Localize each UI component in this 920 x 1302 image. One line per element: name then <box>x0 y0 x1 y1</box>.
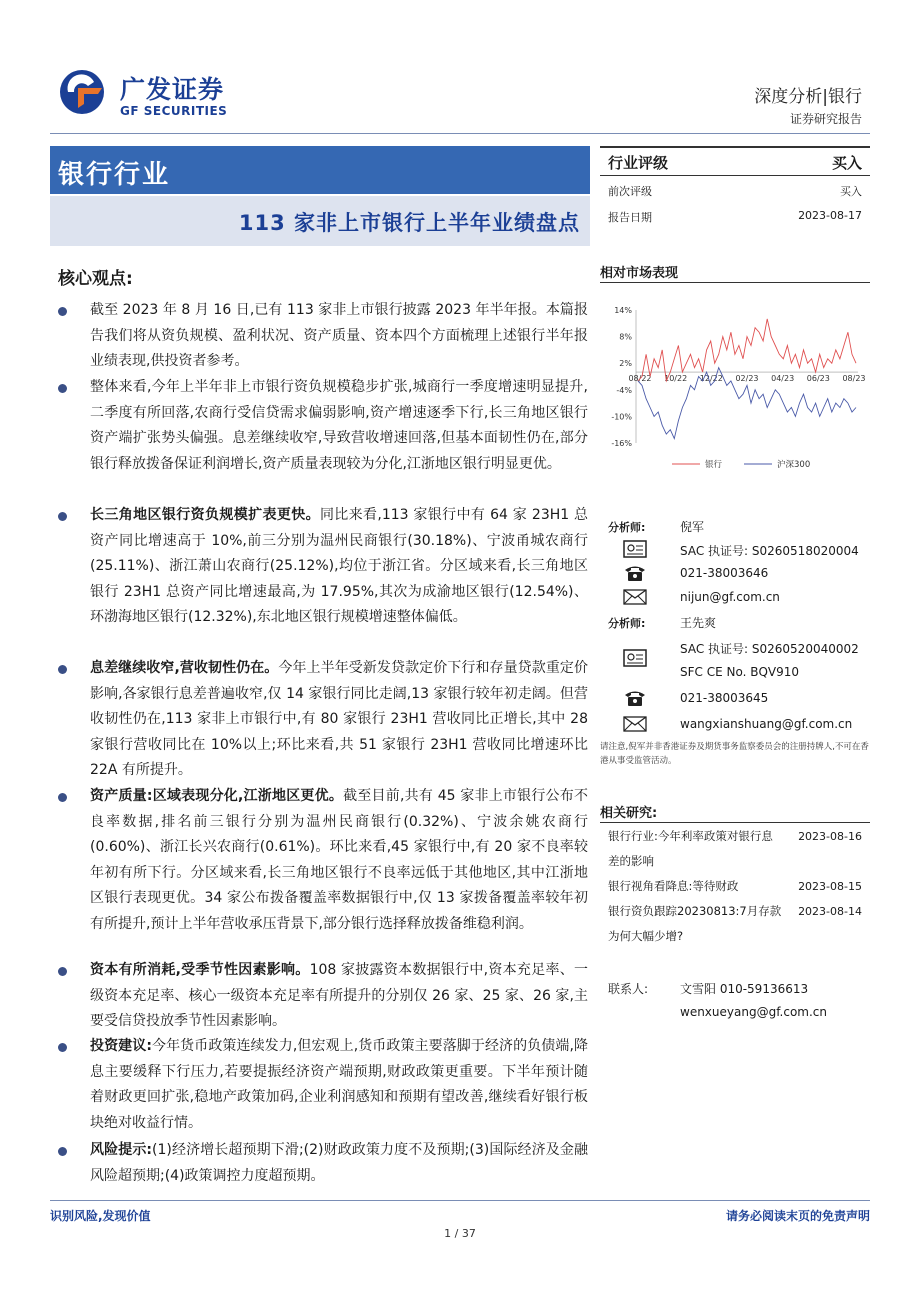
analyst-phone: 021-38003646 <box>680 566 769 580</box>
industry-banner <box>50 146 590 194</box>
page-header <box>50 62 870 132</box>
bullet-dot <box>58 967 67 976</box>
analyst-role: 分析师: <box>608 521 646 534</box>
bullet-dot <box>58 1043 67 1052</box>
x-tick-label: 06/23 <box>806 374 830 384</box>
headline-banner <box>50 196 590 246</box>
x-tick-label: 12/22 <box>699 374 723 384</box>
report-type: 深度分析|银行 <box>754 87 862 107</box>
analyst-name: 倪军 <box>680 520 705 534</box>
report-headline: 113 家非上市银行上半年业绩盘点 <box>238 211 580 235</box>
analyst-2-phone-row <box>600 687 870 711</box>
logo-text-en: GF SECURITIES <box>120 104 228 118</box>
y-tick-label: 8% <box>619 332 632 342</box>
email-icon <box>622 587 648 607</box>
bullet-text: 截至 2023 年 8 月 16 日,已有 113 家非上市银行披露 2023 年半年报。本篇报告我们将从资负规模、盈利状况、资产质量、资本四个方面梳理上述银行半年报业绩表现,供投资者参考。 <box>90 302 588 370</box>
bullet-text: 资产质量:区域表现分化,江浙地区更优。截至目前,共有 45 家非上市银行公布不良率数据,排名前三银行分别为温州民商银行(0.32%)、宁波余姚农商行(0.60%)、浙江长兴农商行(0.61%)。环比来看,45 家银行中,有 20 家不良率较年初有所下行。分区域来看,长三角地区银行不良率远低于其他地区,其中江浙地区银行表现更优。34 家公布拨备覆盖率数据银行中,仅 13 家拨备覆盖率较年初有所提升,预计上半年营收承压背景下,部分银行选择释放拨备维稳利润。 <box>90 788 588 932</box>
bullet-text: 风险提示:(1)经济增长超预期下滑;(2)财政政策力度不及预期;(3)国际经济及金融风险超预期;(4)政策调控力度超预期。 <box>90 1142 588 1184</box>
y-tick-label: -4% <box>616 385 632 395</box>
x-tick-label: 04/23 <box>771 374 795 384</box>
relative-performance-chart <box>600 298 870 478</box>
footer-divider <box>50 1200 870 1201</box>
analyst-sac: SAC 执证号: S0260520040002 <box>680 642 859 656</box>
analyst-1-sac-row <box>600 538 870 562</box>
legend-label: 沪深300 <box>777 460 811 470</box>
y-tick-label: -10% <box>611 412 632 422</box>
related-item-title[interactable]: 银行视角看降息:等待财政 <box>608 879 739 893</box>
rating-row <box>600 176 870 202</box>
bullet-text: 投资建议:今年货币政策连续发力,但宏观上,货币政策主要落脚于经济的负债端,降息主要缓释下行压力,若要提振经济资产端预期,财政政策更重要。下半年预计随着财政更回扩张,稳地产政策加码,企业利润感知和预期有望改善,继续看好银行板块绝对收益行情。 <box>90 1038 588 1131</box>
analyst-1-phone-row <box>600 562 870 586</box>
bullet-text: 长三角地区银行资负规模扩表更快。同比来看,113 家银行中有 64 家 23H1 总资产同比增速高于 10%,前三分别为温州民商银行(30.18%)、宁波甬城农商行(25.11%)、浙江萧山农商行(25.12%),均位于浙江省。分区域来看,长三角地区银行 23H1 总资产同比增速最高,为 17.95%,其次为成渝地区银行(12.54%)、环渤海地区银行(12.32%),东北地区银行规模增速整体偏低。 <box>90 507 588 626</box>
email-icon <box>622 714 648 734</box>
analyst-email[interactable]: wangxianshuang@gf.com.cn <box>680 717 853 731</box>
bullet-dot <box>58 793 67 802</box>
bullet-text: 资本有所消耗,受季节性因素影响。108 家披露资本数据银行中,资本充足率、一级资本充足率、核心一级资本充足率有所提升的分别仅 26 家、25 家、26 家,主要受信贷投放季节性因素影响。 <box>90 962 588 1030</box>
analyst-sac: SAC 执证号: S0260518020004 <box>680 544 859 558</box>
x-tick-label: 02/23 <box>735 374 759 384</box>
bullet-dot <box>58 665 67 674</box>
bullet-dot <box>58 384 67 393</box>
rating-header <box>600 146 870 176</box>
x-tick-label: 08/23 <box>842 374 866 384</box>
related-item-title[interactable]: 银行资负跟踪20230813:7月存款为何大幅少增? <box>608 904 782 943</box>
related-item[interactable] <box>608 899 870 949</box>
contact-name: 文雪阳 010-59136613 <box>680 982 809 996</box>
related-item[interactable] <box>608 824 870 874</box>
rating-row-value: 2023-08-17 <box>798 209 862 222</box>
rating-value: 买入 <box>831 154 862 172</box>
legend-label: 银行 <box>705 460 723 470</box>
related-item[interactable] <box>608 874 870 899</box>
related-heading: 相关研究: <box>600 806 658 821</box>
y-tick-label: -16% <box>611 439 632 448</box>
market-heading: 相对市场表现 <box>600 266 679 281</box>
footer-disclaimer-link[interactable]: 请务必阅读末页的免责声明 <box>725 1209 870 1223</box>
analyst-name: 王先爽 <box>680 616 717 630</box>
y-tick-label: 14% <box>614 306 632 315</box>
related-item-date: 2023-08-14 <box>798 905 862 918</box>
y-tick-label: 2% <box>619 359 632 369</box>
analyst-2-email-row <box>600 713 870 737</box>
related-rule <box>600 822 870 823</box>
bullet-dot <box>58 1147 67 1156</box>
analyst-2-sfc-row <box>600 661 870 685</box>
bullet-text: 息差继续收窄,营收韧性仍在。今年上半年受新发贷款定价下行和存量贷款重定价影响,各家银行息差普遍收窄,仅 14 家银行同比走阔,13 家银行较年初走阔。但营收韧性仍在,113 家非上市银行中,有 80 家银行 23H1 营收同比正增长,其中 28 家银行营收同比在 10%以上;环比来看,共 51 家银行 23H1 营收同比增速环比 22A 有所提升。 <box>90 660 588 779</box>
license-notice: 请注意,倪军并非香港证券及期货事务监察委员会的注册持牌人,不可在香港从事受监管活动。 <box>600 742 869 766</box>
analyst-2-sac-row <box>600 636 870 660</box>
core-view-heading: 核心观点: <box>58 269 133 289</box>
analyst-role: 分析师: <box>608 617 646 630</box>
related-item-date: 2023-08-15 <box>798 880 862 893</box>
bullet-text: 整体来看,今年上半年非上市银行资负规模稳步扩张,城商行一季度增速明显提升,二季度有所回落,农商行受信贷需求偏弱影响,资产增速逐季下行,长三角地区银行资产端扩张势头偏强。息差继续收窄,导致营收增速回落,但基本面韧性仍在,部分银行释放拨备保证利润增长,资产质量表现较为分化,江浙地区银行明显更优。 <box>90 379 588 472</box>
header-divider <box>50 133 870 134</box>
id-card-icon <box>622 539 648 559</box>
telephone-icon <box>622 563 648 583</box>
analyst-2-name-row <box>600 610 870 634</box>
x-tick-label: 08/22 <box>628 374 652 384</box>
footer-slogan: 识别风险,发现价值 <box>50 1209 151 1223</box>
analyst-sfc: SFC CE No. BQV910 <box>680 665 800 679</box>
rating-row-label: 报告日期 <box>608 211 652 224</box>
bullet-dot <box>58 307 67 316</box>
bullet-dot <box>58 512 67 521</box>
contact-label: 联系人: <box>608 982 649 996</box>
rating-row <box>600 202 870 228</box>
gf-logo-icon <box>58 68 108 116</box>
rating-box <box>600 146 870 228</box>
rating-row-value: 买入 <box>840 185 862 198</box>
related-item-title[interactable]: 银行行业:今年利率政策对银行息差的影响 <box>608 829 773 868</box>
rating-label: 行业评级 <box>608 154 669 172</box>
telephone-icon <box>622 688 648 708</box>
analyst-phone: 021-38003645 <box>680 691 769 705</box>
rating-row-label: 前次评级 <box>608 185 652 198</box>
x-tick-label: 10/22 <box>664 374 688 384</box>
analyst-1-name-row <box>600 514 870 538</box>
logo-text-cn: 广发证券 <box>120 75 225 104</box>
related-item-date: 2023-08-16 <box>798 830 862 843</box>
market-rule <box>600 282 870 283</box>
report-subtype: 证券研究报告 <box>789 112 862 126</box>
page-number: 1 / 37 <box>444 1227 476 1240</box>
analyst-1-email-row <box>600 586 870 610</box>
analyst-email[interactable]: nijun@gf.com.cn <box>680 590 780 604</box>
contact-email[interactable]: wenxueyang@gf.com.cn <box>680 1005 827 1019</box>
industry-title: 银行行业 <box>58 160 171 190</box>
